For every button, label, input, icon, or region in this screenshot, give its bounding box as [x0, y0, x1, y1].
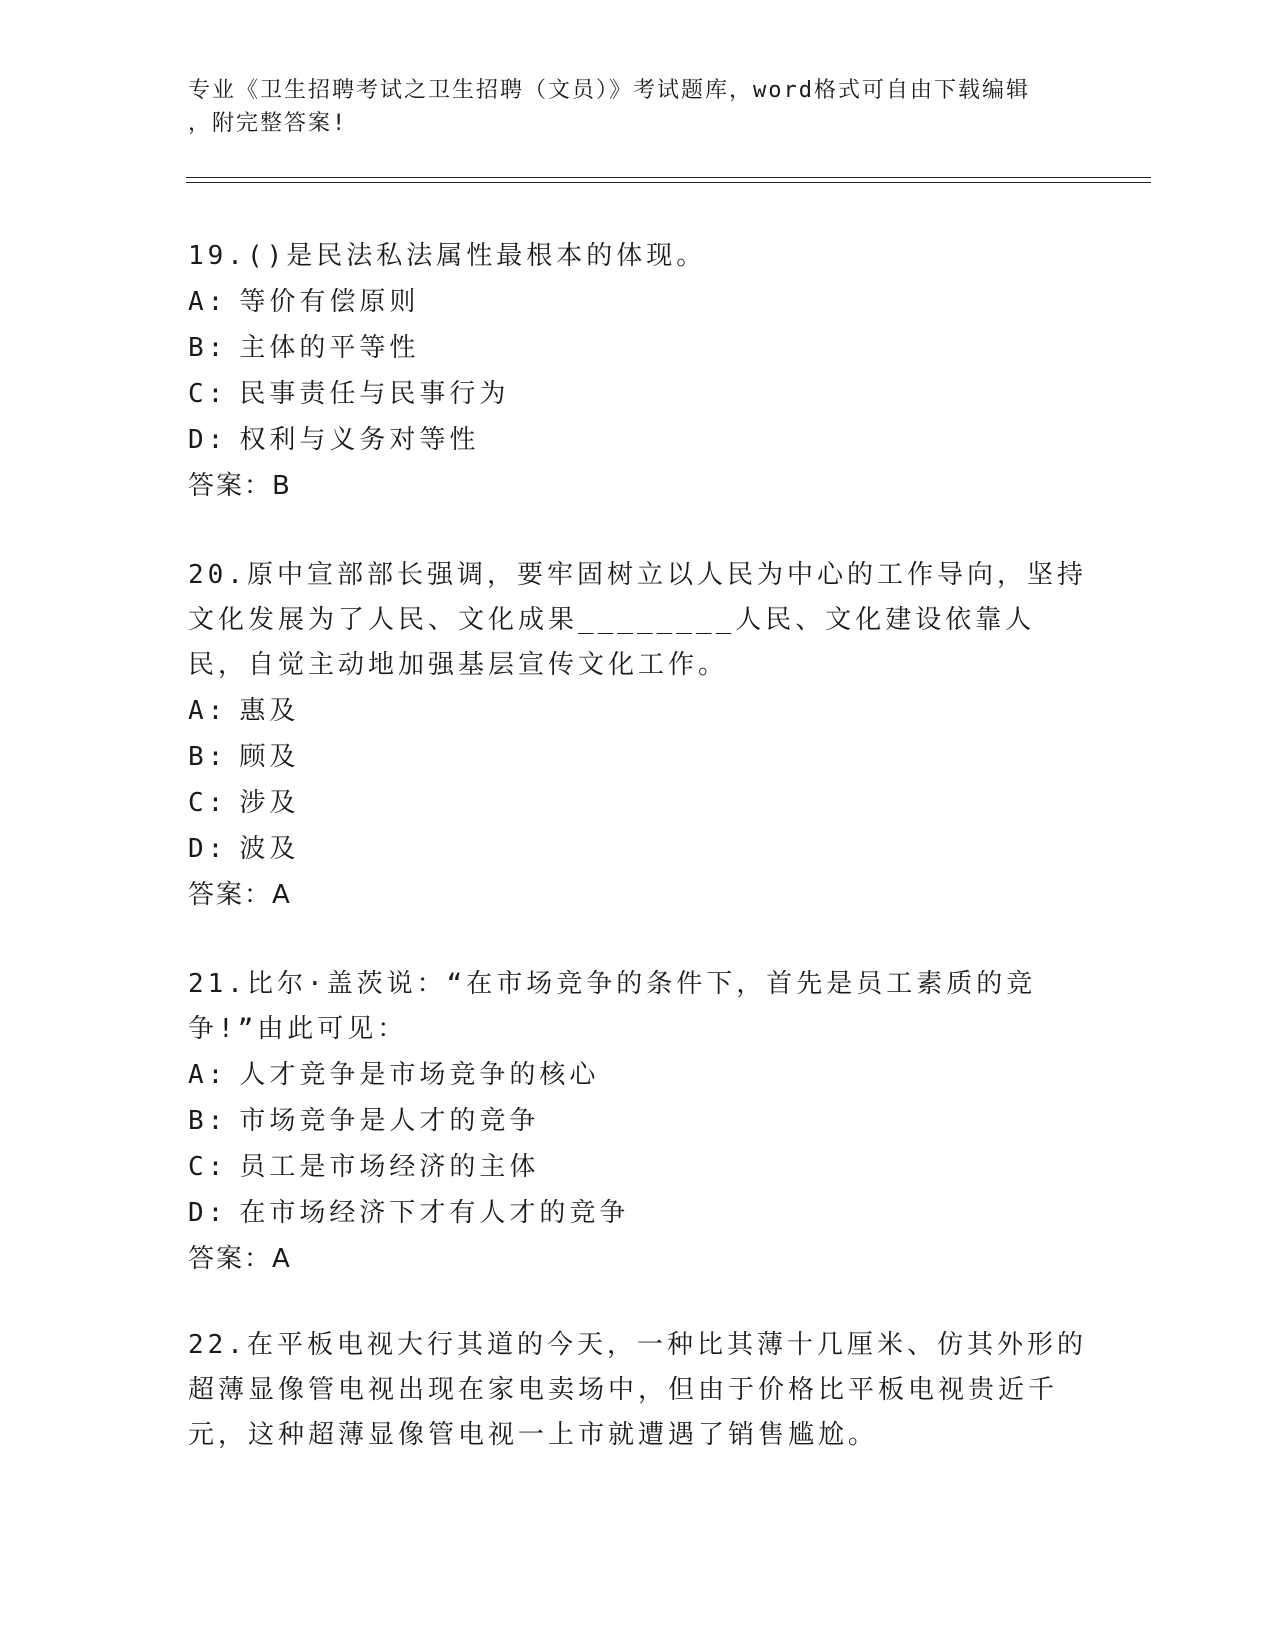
option-c — [188, 780, 1088, 826]
option-b — [188, 734, 1088, 780]
option-text: 涉及 — [239, 788, 300, 818]
option-text: 主体的平等性 — [239, 333, 420, 363]
option-key: A: — [188, 1060, 228, 1090]
option-a — [188, 1052, 1088, 1098]
option-c — [188, 1144, 1088, 1190]
answer-line: 答案：B — [188, 471, 292, 501]
option-a — [188, 688, 1088, 734]
option-text: 市场竞争是人才的竞争 — [239, 1106, 540, 1136]
question-19 — [188, 234, 1088, 509]
question-stem: 21.比尔·盖茨说：“在市场竞争的条件下，首先是员工素质的竞争!”由此可见： — [188, 969, 1037, 1044]
option-text: 在市场经济下才有人才的竞争 — [239, 1198, 630, 1228]
option-b — [188, 325, 1088, 371]
option-d — [188, 417, 1088, 463]
option-text: 员工是市场经济的主体 — [239, 1152, 540, 1182]
option-key: B: — [188, 333, 228, 363]
option-key: D: — [188, 425, 228, 455]
option-text: 顾及 — [239, 742, 300, 772]
question-22 — [188, 1323, 1088, 1458]
header-line-2: ，附完整答案! — [188, 111, 348, 136]
document-header — [188, 74, 1088, 140]
answer-line: 答案：A — [188, 1244, 292, 1274]
option-key: A: — [188, 287, 228, 317]
option-text: 等价有偿原则 — [239, 287, 420, 317]
question-stem: 19.()是民法私法属性最根本的体现。 — [188, 241, 707, 271]
option-key: C: — [188, 788, 228, 818]
question-stem: 20.原中宣部部长强调，要牢固树立以人民为中心的工作导向，坚持文化发展为了人民、文化成果________人民、文化建设依靠人民，自觉主动地加强基层宣传文化工作。 — [188, 560, 1087, 680]
option-key: B: — [188, 742, 228, 772]
header-line-1: 专业《卫生招聘考试之卫生招聘（文员）》考试题库，word格式可自由下载编辑 — [188, 78, 1030, 103]
answer-line: 答案：A — [188, 880, 292, 910]
option-key: B: — [188, 1106, 228, 1136]
option-key: C: — [188, 379, 228, 409]
option-text: 惠及 — [239, 696, 300, 726]
header-rule-bottom — [186, 182, 1151, 183]
question-stem: 22.在平板电视大行其道的今天，一种比其薄十几厘米、仿其外形的超薄显像管电视出现在家电卖场中，但由于价格比平板电视贵近千元，这种超薄显像管电视一上市就遭遇了销售尴尬。 — [188, 1330, 1087, 1450]
option-d — [188, 826, 1088, 872]
option-text: 民事责任与民事行为 — [239, 379, 510, 409]
option-text: 人才竞争是市场竞争的核心 — [239, 1060, 600, 1090]
question-20 — [188, 553, 1088, 918]
option-key: D: — [188, 1198, 228, 1228]
option-key: C: — [188, 1152, 228, 1182]
option-key: A: — [188, 696, 228, 726]
option-text: 波及 — [239, 834, 300, 864]
header-rule-top — [186, 177, 1151, 178]
option-b — [188, 1098, 1088, 1144]
option-text: 权利与义务对等性 — [239, 425, 480, 455]
option-a — [188, 279, 1088, 325]
option-c — [188, 371, 1088, 417]
option-d — [188, 1190, 1088, 1236]
question-21 — [188, 962, 1088, 1282]
option-key: D: — [188, 834, 228, 864]
